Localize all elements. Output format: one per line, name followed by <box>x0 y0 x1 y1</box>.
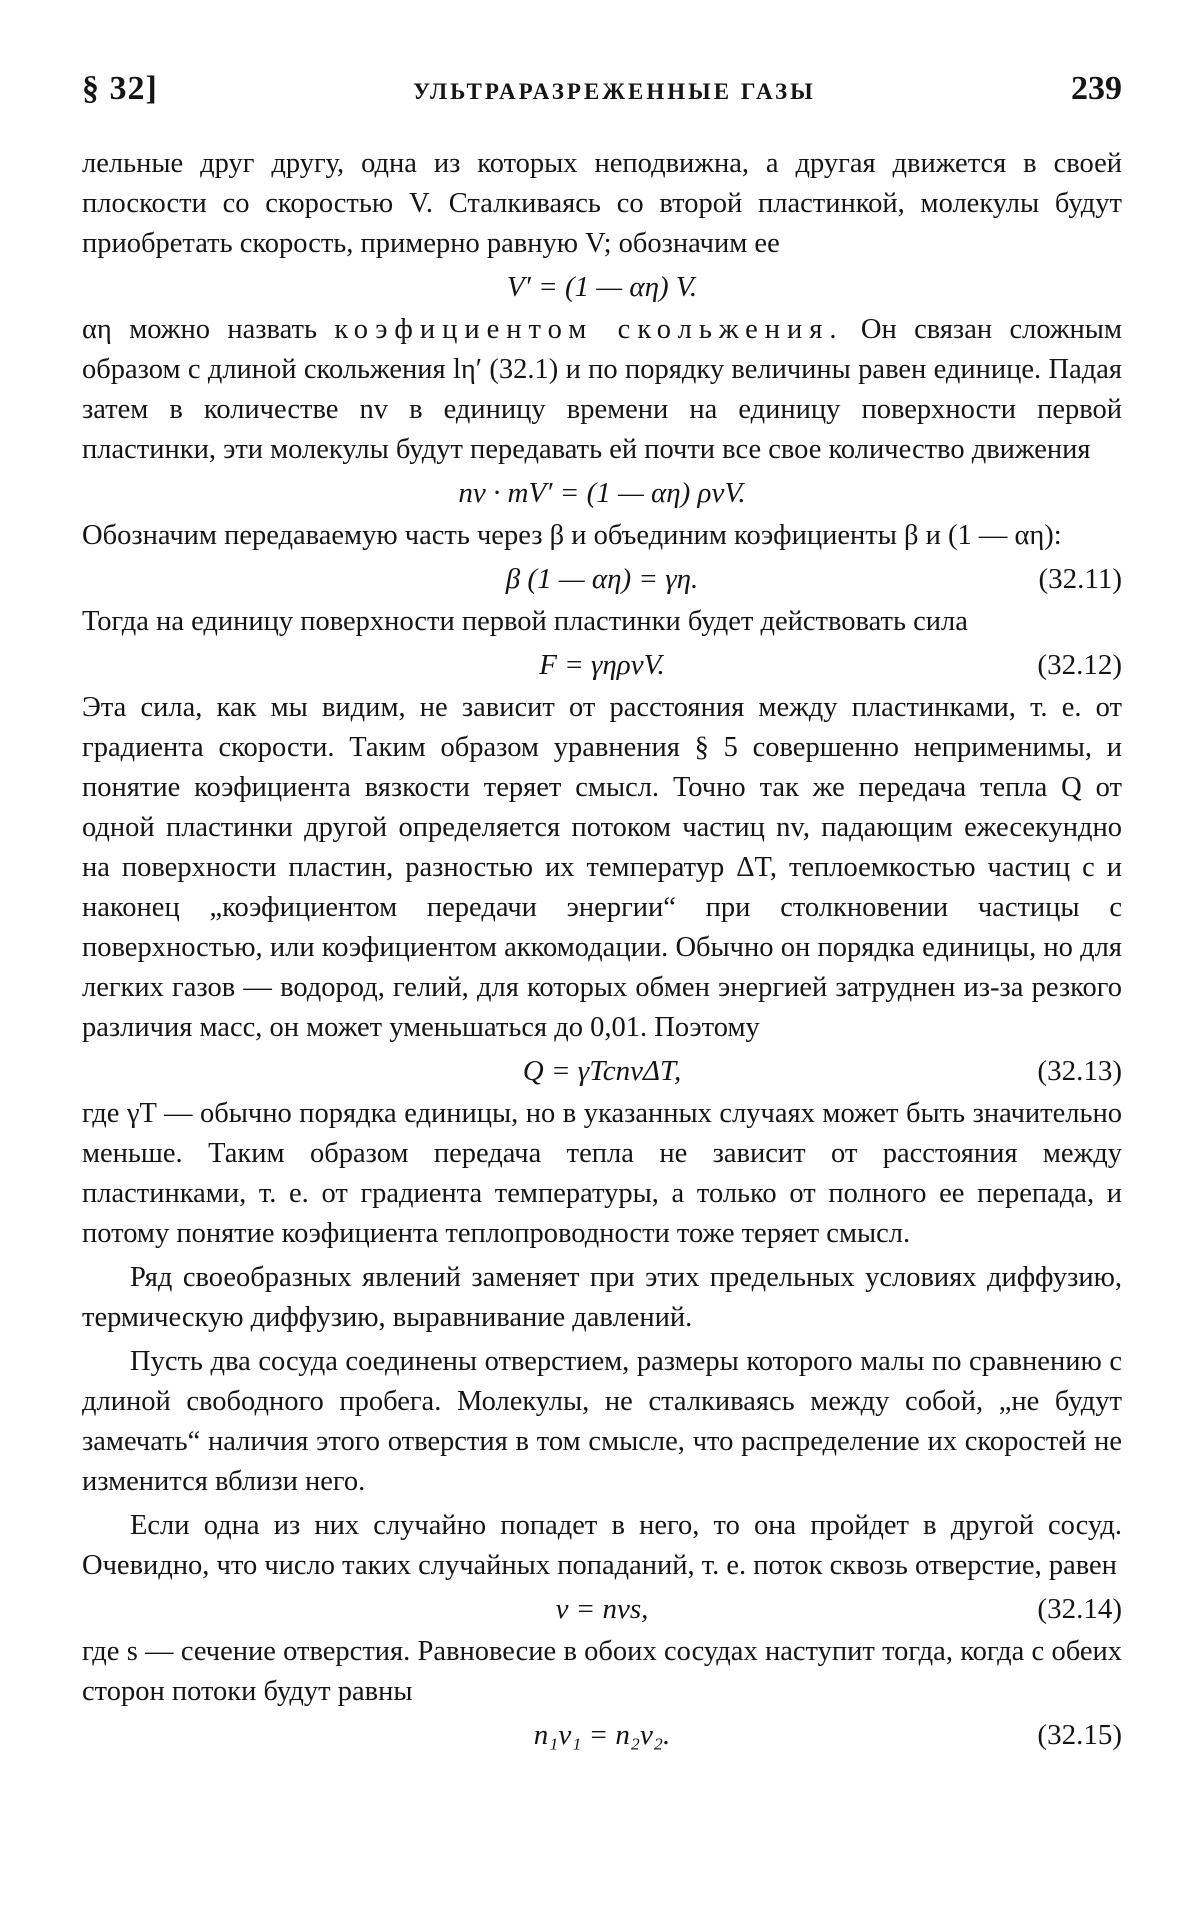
paragraph-10: где s — сечение отверстия. Равновесие в обоих сосудах наступит тогда, когда с обеих сторон потоки будут равны <box>82 1636 1122 1707</box>
equation-7 <box>82 1714 1122 1756</box>
equation-3-number: (32.11) <box>1038 563 1122 595</box>
equation-7-number: (32.15) <box>1037 1719 1122 1751</box>
paragraph-9: Если одна из них случайно попадет в него, то она пройдет в другой сосуд. Очевидно, что число таких случайных попаданий, т. е. поток сквозь отверстие, равен <box>82 1510 1122 1581</box>
paragraph-2-start: αη можно назвать <box>82 314 335 345</box>
running-title: УЛЬТРАРАЗРЕЖЕННЫЕ ГАЗЫ <box>413 79 816 104</box>
equation-7-formula: n₁v₁ = n₂v₂. <box>533 1719 671 1751</box>
equation-4-formula: F = γηρvV. <box>539 649 665 681</box>
page-header <box>82 70 1122 108</box>
equation-1-formula: V′ = (1 — αη) V. <box>506 271 698 303</box>
paragraph-5: Эта сила, как мы видим, не зависит от расстояния между пластинками, т. е. от градиента скорости. Таким образом уравнения § 5 совершенно неприменимы, и понятие коэфициента вязкости теряет смысл. Точно так же передача тепла Q от одной пластинки другой определяется потоком частиц nv, падающим ежесекундно на поверхности пластин, разностью их температур ΔT, теплоемкостью частиц c и наконец „коэфициентом передачи энергии“ при столкновении частицы с поверхностью, или коэфициентом аккомодации. Обычно он порядка единицы, но для легких газов — водород, гелий, для которых обмен энергией затруднен из-за резкого различия масс, он может уменьшаться до 0,01. Поэтому <box>82 692 1122 1043</box>
equation-4 <box>82 644 1122 686</box>
equation-2-formula: nv · mV′ = (1 — αη) ρvV. <box>458 477 746 509</box>
paragraph-6: где γT — обычно порядка единицы, но в указанных случаях может быть значительно меньше. Таким образом передача тепла не зависит от расстояния между пластинками, т. е. от градиента температуры, а только от полного ее перепада, и потому понятие коэфициента теплопроводности тоже теряет смысл. <box>82 1098 1122 1249</box>
equation-2 <box>82 472 1122 514</box>
paragraph-8: Пусть два сосуда соединены отверстием, размеры которого малы по сравнению с длиной свободного пробега. Молекулы, не сталкиваясь между собой, „не будут замечать“ наличия этого отверстия в том смысле, что распределение их скоростей не изменится вблизи него. <box>82 1346 1122 1497</box>
equation-4-number: (32.12) <box>1037 649 1122 681</box>
equation-1 <box>82 266 1122 308</box>
paragraph-4: Тогда на единицу поверхности первой пластинки будет действовать сила <box>82 606 968 637</box>
term-slip-coefficient: коэфициентом скольжения. <box>334 314 844 345</box>
paragraph-1: лельные друг другу, одна из которых неподвижна, а другая движется в своей плоскости со скоростью V. Сталкиваясь со второй пластинкой, молекулы будут приобретать скорость, примерно равную V; обозначим ее <box>82 148 1122 259</box>
equation-6 <box>82 1588 1122 1630</box>
equation-3 <box>82 558 1122 600</box>
equation-5-number: (32.13) <box>1037 1055 1122 1087</box>
equation-6-number: (32.14) <box>1037 1593 1122 1625</box>
section-marker: § 32] <box>82 70 158 107</box>
equation-5 <box>82 1050 1122 1092</box>
equation-3-formula: β (1 — αη) = γη. <box>505 563 699 595</box>
paragraph-2-rest: Он связан сложным образом с длиной скольжения lη′ (32.1) и по порядку величины равен единице. Падая затем в количестве nv в единицу времени на единицу поверхности первой пластинки, эти молекулы будут передавать ей почти все свое количество движения <box>82 314 1122 465</box>
equation-5-formula: Q = γTcnvΔT, <box>522 1055 682 1087</box>
page-number: 239 <box>1070 70 1122 107</box>
paragraph-3: Обозначим передаваемую часть через β и объединим коэфициенты β и (1 — αη): <box>82 520 1062 551</box>
equation-6-formula: ν = nvs, <box>555 1593 649 1625</box>
paragraph-7: Ряд своеобразных явлений заменяет при этих предельных условиях диффузию, термическую диффузию, выравнивание давлений. <box>82 1262 1122 1333</box>
paragraph-2 <box>82 310 1122 470</box>
